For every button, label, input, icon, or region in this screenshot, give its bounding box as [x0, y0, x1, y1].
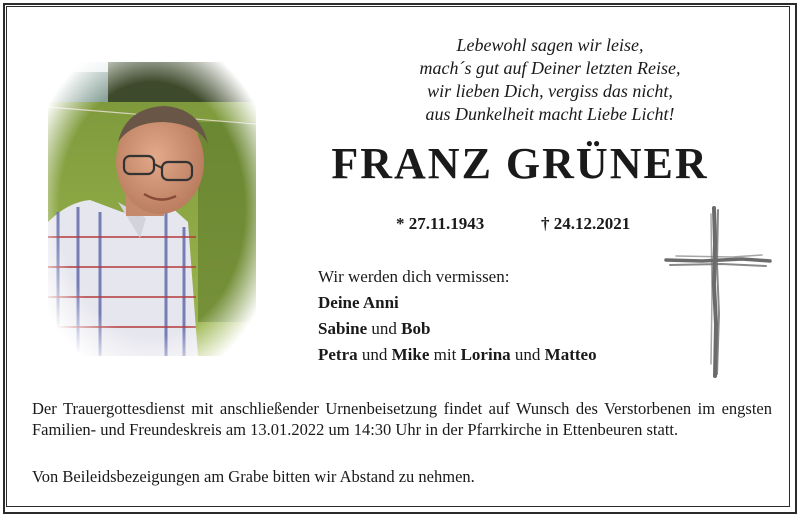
poem-line: wir lieben Dich, vergiss das nicht,	[427, 81, 673, 101]
service-announcement: Der Trauergottesdienst mit anschließender Urnenbeisetzung findet auf Wunsch des Verstorbenen im engsten Familien- und Freundeskreis am 13.01.2022 um 14:30 Uhr in der Pfarrkirche in Ettenbeuren statt.	[32, 399, 772, 439]
birth-date: * 27.11.1943	[396, 214, 485, 233]
death-date: † 24.12.2021	[541, 214, 631, 233]
poem-line: mach´s gut auf Deiner letzten Reise,	[419, 58, 681, 78]
connector-text: und	[367, 319, 402, 338]
mourner-name: Sabine	[318, 319, 368, 338]
farewell-poem	[300, 34, 800, 126]
poem-line: Lebewohl sagen wir leise,	[456, 35, 644, 55]
connector-text: mit	[429, 345, 461, 364]
connector-text: und	[510, 345, 545, 364]
mourner-line	[318, 316, 597, 342]
deceased-name: FRANZ GRÜNER	[331, 139, 709, 188]
mourners-list	[318, 264, 597, 368]
cross-icon	[662, 204, 774, 380]
mourners-intro: Wir werden dich vermissen:	[318, 267, 510, 286]
closing-note: Von Beileidsbezeigungen am Grabe bitten wir Abstand zu nehmen.	[32, 467, 475, 486]
mourner-name: Bob	[401, 319, 431, 338]
poem-line: aus Dunkelheit macht Liebe Licht!	[425, 104, 675, 124]
mourner-name: Mike	[391, 345, 430, 364]
mourner-line	[318, 290, 597, 316]
portrait-photo	[48, 62, 256, 356]
mourner-name: Petra	[318, 345, 358, 364]
mourner-name: Deine Anni	[318, 293, 399, 312]
mourner-name: Matteo	[544, 345, 597, 364]
mourner-name: Lorina	[460, 345, 511, 364]
connector-text: und	[357, 345, 392, 364]
mourner-line	[318, 342, 597, 368]
